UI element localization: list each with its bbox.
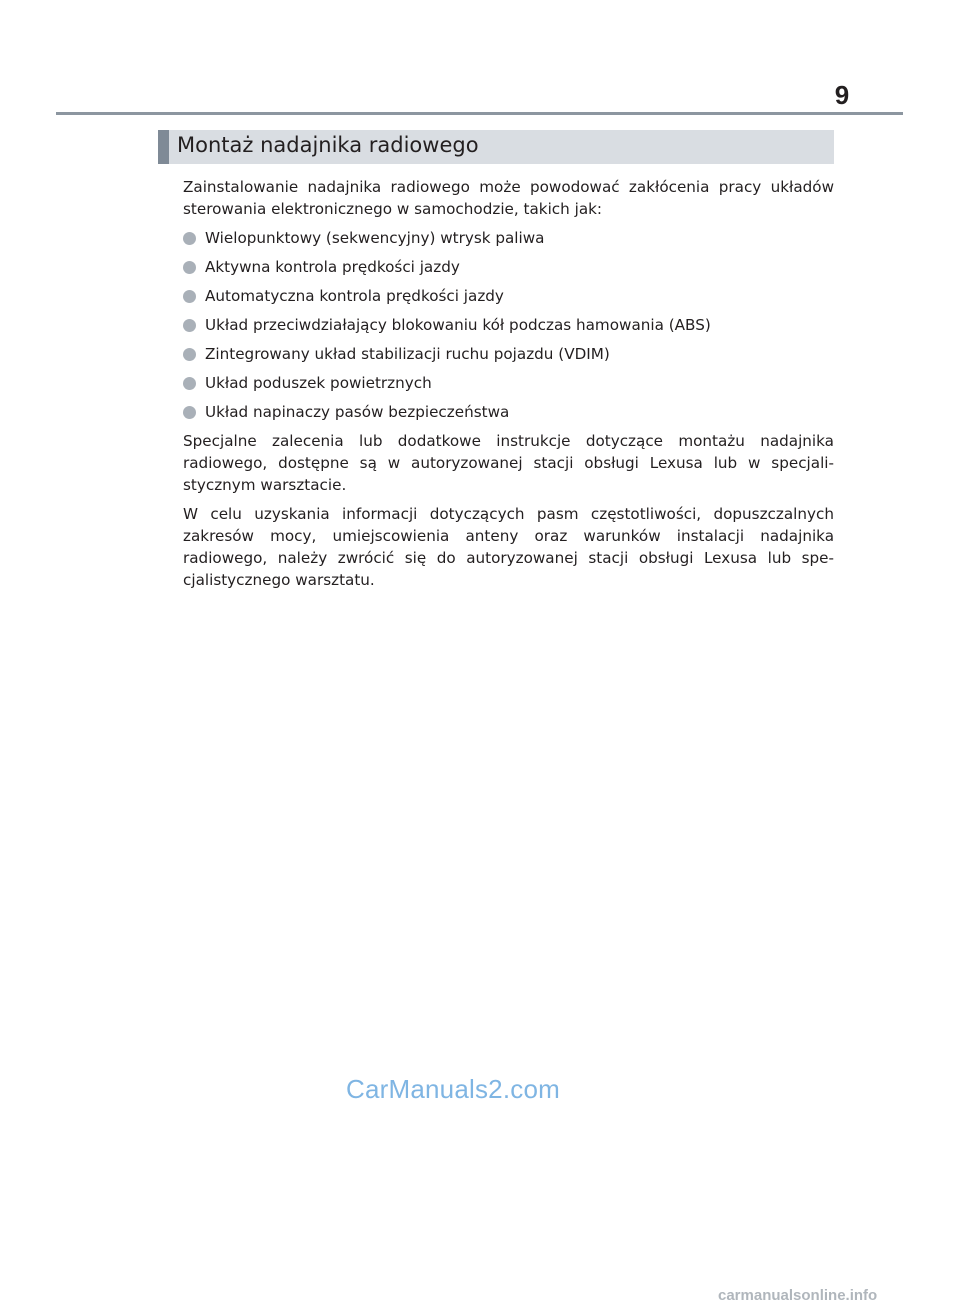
list-item — [183, 256, 834, 278]
list-item-text: Aktywna kontrola prędkości jazdy — [205, 258, 460, 276]
page-number: 9 — [834, 80, 850, 110]
list-item — [183, 372, 834, 394]
paragraph-radio-installation: Specjalne zalecenia lub dodatkowe instrukcje dotyczące montażu nadajnika radiowego, dostępne są w autoryzowanej stacji obsługi Lexusa lub w specjali-stycznym warsztacie. — [183, 432, 834, 494]
bullet-icon — [183, 348, 196, 361]
section-header — [158, 130, 834, 164]
section-title: Montaż nadajnika radiowego — [177, 133, 479, 157]
top-rule — [56, 112, 903, 115]
bullet-icon — [183, 290, 196, 303]
list-item — [183, 401, 834, 423]
list-item-text: Automatyczna kontrola prędkości jazdy — [205, 287, 504, 305]
list-item-text: Wielopunktowy (sekwencyjny) wtrysk paliwa — [205, 229, 545, 247]
bullet-icon — [183, 319, 196, 332]
list-item-text: Układ napinaczy pasów bezpieczeństwa — [205, 403, 510, 421]
list-item — [183, 227, 834, 249]
list-item — [183, 285, 834, 307]
watermark-site[interactable]: carmanualsonline.info — [718, 1287, 878, 1304]
list-item-text: Układ przeciwdziałający blokowaniu kół podczas hamowania (ABS) — [205, 316, 711, 334]
body-text — [183, 176, 834, 598]
list-item — [183, 314, 834, 336]
watermark-brand[interactable]: CarManuals2.com — [346, 1074, 560, 1104]
bullet-list — [183, 227, 834, 423]
intro-paragraph: Zainstalowanie nadajnika radiowego może powodować zakłócenia pracy układów sterowania elektronicznego w samochodzie, takich jak: — [183, 178, 834, 218]
list-item-text: Układ poduszek powietrznych — [205, 374, 432, 392]
bullet-icon — [183, 406, 196, 419]
bullet-icon — [183, 261, 196, 274]
bullet-icon — [183, 232, 196, 245]
paragraph-frequency-info: W celu uzyskania informacji dotyczących pasm częstotliwości, dopuszczalnych zakresów mocy, umiejscowienia anteny oraz warunków instalacji nadajnika radiowego, należy zwrócić się do autoryzowanej stacji obsługi Lexusa lub spe-cjalistycznego warsztatu. — [183, 505, 834, 589]
list-item — [183, 343, 834, 365]
list-item-text: Zintegrowany układ stabilizacji ruchu pojazdu (VDIM) — [205, 345, 610, 363]
bullet-icon — [183, 377, 196, 390]
